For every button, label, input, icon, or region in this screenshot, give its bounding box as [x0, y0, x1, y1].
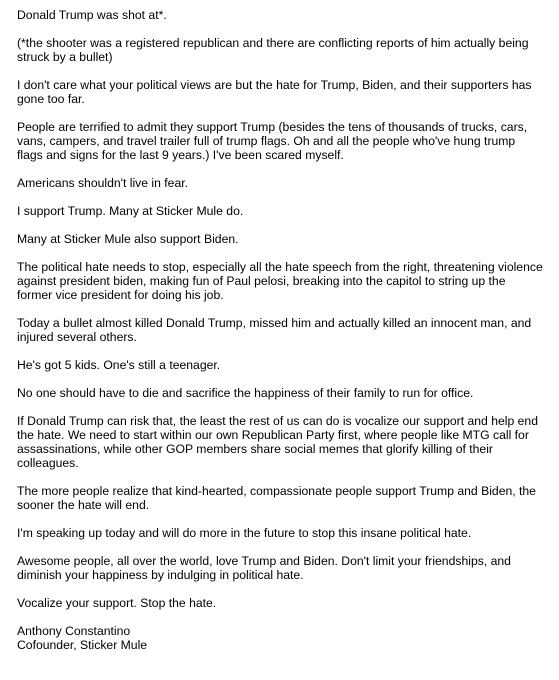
paragraph-bullet: Today a bullet almost killed Donald Trump, missed him and actually killed an innocent man, and injured several others.: [17, 316, 532, 344]
signature-name: Anthony Constantino: [17, 624, 131, 638]
paragraph-stop-the-hate: Vocalize your support. Stop the hate.: [17, 596, 217, 610]
signature-block: [17, 624, 543, 652]
paragraph-terrified-to-admit: People are terrified to admit they support Trump (besides the tens of thousands of trucks, cars, vans, campers, and travel trailer full of trump flags. Oh and all the people who've hung trump flags and signs for the last 9 years.) I've been scared myself.: [17, 120, 528, 162]
paragraph-speaking-up: I'm speaking up today and will do more in the future to stop this insane political hate.: [17, 526, 472, 540]
paragraph-kind-hearted: The more people realize that kind-hearted, compassionate people support Trump and Biden, the sooner the hate will end.: [17, 484, 536, 512]
paragraph-run-for-office: No one should have to die and sacrifice the happiness of their family to run for office.: [17, 386, 474, 400]
paragraph-hate-gone-too-far: I don't care what your political views are but the hate for Trump, Biden, and their supporters has gone too far.: [17, 78, 532, 106]
paragraph-political-hate: The political hate needs to stop, especially all the hate speech from the right, threatening violence against president biden, making fun of Paul pelosi, breaking into the capitol to string up the former vice president for doing his job.: [17, 260, 543, 302]
paragraph-vocalize-support: If Donald Trump can risk that, the least the rest of us can do is vocalize our support and help end the hate. We need to start within our own Republican Party first, where people like MTG call for assassinations, while other GOP members share social memes that glorify killing of their colleagues.: [17, 414, 538, 470]
signature-title: Cofounder, Sticker Mule: [17, 638, 148, 652]
paragraph-support-biden: Many at Sticker Mule also support Biden.: [17, 232, 239, 246]
paragraph-headline: Donald Trump was shot at*.: [17, 8, 167, 22]
paragraph-support-trump: I support Trump. Many at Sticker Mule do.: [17, 204, 244, 218]
paragraph-awesome-people: Awesome people, all over the world, love Trump and Biden. Don't limit your friendships, and diminish your happiness by indulging in political hate.: [17, 554, 511, 582]
paragraph-live-in-fear: Americans shouldn't live in fear.: [17, 176, 189, 190]
paragraph-kids: He's got 5 kids. One's still a teenager.: [17, 358, 221, 372]
statement-document: [17, 8, 543, 652]
paragraph-footnote: (*the shooter was a registered republican and there are conflicting reports of him actually being struck by a bullet): [17, 36, 529, 64]
